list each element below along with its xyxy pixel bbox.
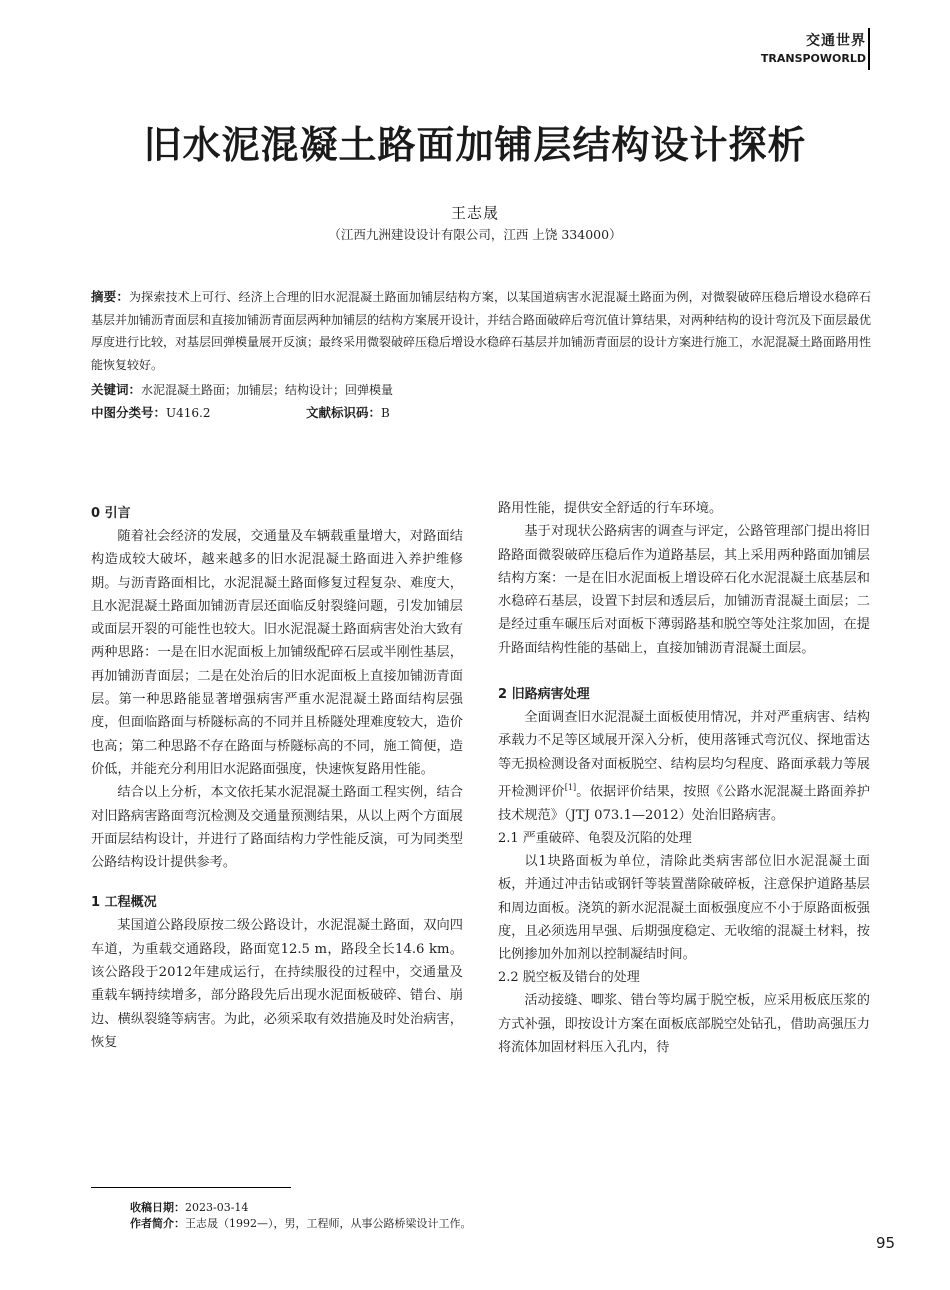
paragraph-text: 。依据评价结果，按照《公路水泥混凝土路面养护技术规范》（JTJ 073.1—2012）处治旧路病害。 [498,784,871,823]
author-bio-value: 王志晟（1992—），男，工程师，从事公路桥梁设计工作。 [185,1217,472,1230]
section-heading-overview: 1 工程概况 [91,895,157,911]
author-bio [130,1216,472,1232]
paragraph: 基于对现状公路病害的调查与评定，公路管理部门提出将旧路路面微裂破碎压稳后作为道路基层，其上采用两种路面加铺层结构方案：一是在旧水泥面板上增设碎石化水泥混凝土底基层和水稳碎石基层，设置下封层和透层后，加铺沥青混凝土面层；二是经过重车碾压后对面板下薄弱路基和脱空等处注浆加固，在提升路面结构性能的基础上，直接加铺沥青混凝土面层。 [498,524,870,656]
received-value: 2023-03-14 [185,1201,249,1214]
right-column [498,497,870,1059]
journal-name-cn: 交通世界 [806,33,866,49]
keywords-text: 水泥混凝土路面；加铺层；结构设计；回弹模量 [141,383,394,397]
journal-name-en: TRANSPOWORLD [760,52,866,65]
paragraph-continued: 路用性能，提供安全舒适的行车环境。 [498,501,723,516]
subsection-heading: 2.2 脱空板及错台的处理 [498,970,640,986]
author-bio-label: 作者简介： [130,1217,185,1230]
paragraph: 某国道公路段原按二级公路设计，水泥混凝土路面，双向四车道，为重载交通路段，路面宽12.5 m，路段全长14.6 km。该公路段于2012年建成运行，在持续服役的过程中，交通量及重载车辆持续增多，部分路段先后出现水泥面板破碎、错台、崩边、横纵裂缝等病害。为此，必须采取有效措施及时处治病害，恢复 [91,918,463,1050]
abstract-label: 摘要： [91,289,129,304]
clc-value: U416.2 [166,406,211,420]
left-column [91,502,463,1054]
paragraph: 以1块路面板为单位，清除此类病害部位旧水泥混凝土面板，并通过冲击钻或钢钎等装置凿除破碎板，注意保护道路基层和周边面板。浇筑的新水泥混凝土面板强度应不小于原路面板强度，且必须选用早强、后期强度稳定、无收缩的混凝土材料，按比例掺加外加剂以控制凝结时间。 [498,853,870,963]
section-heading-intro: 0 引言 [91,506,131,521]
footnote-divider [91,1187,291,1188]
paragraph: 结合以上分析，本文依托某水泥混凝土路面工程实例，结合对旧路病害路面弯沉检测及交通量预测结果，从以上两个方面展开面层结构设计，并进行了路面结构力学性能反演，可为同类型公路结构设计提供参考。 [91,785,463,871]
doc-code-label: 文献标识码： [306,405,382,420]
author-name: 王志晟 [450,204,499,222]
section-heading-distress: 2 旧路病害处理 [498,687,590,703]
author-affiliation: （江西九洲建设设计有限公司，江西 上饶 334000） [328,227,622,242]
abstract [91,286,871,376]
paragraph-text: 全面调查旧水泥混凝土面板使用情况，并对严重病害、结构承载力不足等区域展开深入分析，使用落锤式弯沉仪、探地雷达等无损检测设备对面板脱空、结构层均匀程度、路面承载力等展开检测评价 [498,710,870,800]
clc-label: 中图分类号： [91,405,167,420]
classification-line [91,402,871,425]
subsection-heading: 2.1 严重破碎、龟裂及沉陷的处理 [498,830,692,846]
article-title: 旧水泥混凝土路面加铺层结构设计探析 [143,123,807,167]
page-number: 95 [876,1234,896,1252]
paragraph [498,706,870,827]
keywords [91,379,871,402]
keywords-label: 关键词： [91,382,142,397]
header-divider [868,28,870,70]
citation-ref: [1] [564,782,577,792]
received-label: 收稿日期： [130,1201,185,1214]
received-date [130,1200,248,1216]
abstract-text: 为探索技术上可行、经济上合理的旧水泥混凝土路面加铺层结构方案，以某国道病害水泥混凝土路面为例，对微裂破碎压稳后增设水稳碎石基层并加铺沥青面层和直接加铺沥青面层两种加铺层的结构方案展开设计，并结合路面破碎后弯沉值计算结果，对两种结构的设计弯沉及下面层最优厚度进行比较，对基层回弹模量展开反演；最终采用微裂破碎压稳后增设水稳碎石基层并加铺沥青面层的设计方案进行施工，水泥混凝土路面路用性能恢复较好。 [91,290,872,372]
paragraph: 随着社会经济的发展，交通量及车辆载重量增大，对路面结构造成较大破坏，越来越多的旧水泥混凝土路面进入养护维修期。与沥青路面相比，水泥混凝土路面修复过程复杂、难度大，且水泥混凝土路面加铺沥青层还面临反射裂缝问题，引发加铺层或面层开裂的可能性也较大。旧水泥混凝土路面病害处治大致有两种思路：一是在旧水泥面板上加铺级配碎石层或半刚性基层，再加铺沥青面层；二是在处治后的旧水泥面板上直接加铺沥青面层。第一种思路能显著增强病害严重水泥混凝土路面结构层强度，但面临路面与桥隧标高的不同并且桥隧处理难度较大，造价也高；第二种思路不存在路面与桥隧标高的不同，施工简便，造价低，并能充分利用旧水泥路面强度，快速恢复路用性能。 [91,529,463,777]
paragraph: 活动接缝、唧浆、错台等均属于脱空板，应采用板底压浆的方式补强，即按设计方案在面板底部脱空处钻孔，借助高强压力将流体加固材料压入孔内，待 [498,993,870,1056]
doc-code-value: B [381,406,390,420]
